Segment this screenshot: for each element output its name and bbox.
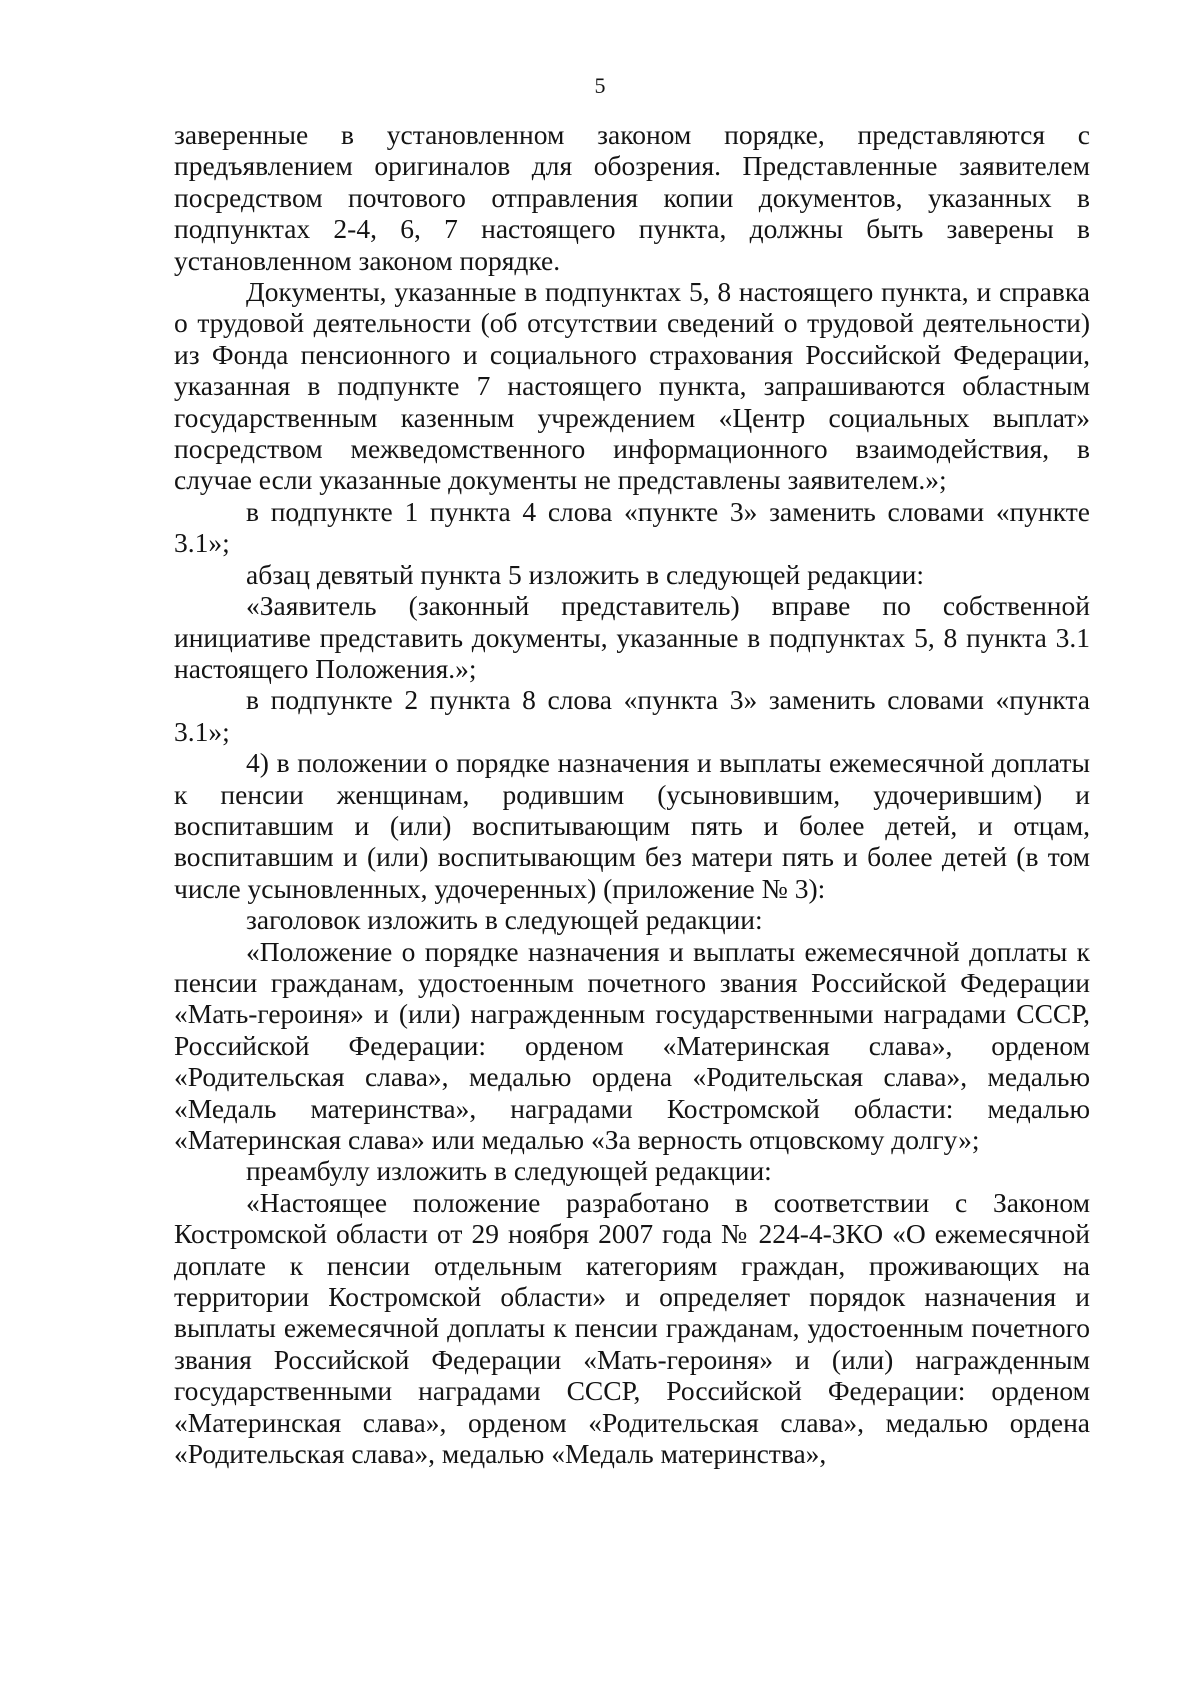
paragraph-3: в подпункте 1 пункта 4 слова «пункте 3» заменить словами «пункте 3.1»; xyxy=(174,495,1090,559)
paragraph-8: заголовок изложить в следующей редакции: xyxy=(246,904,763,936)
paragraph-1: заверенные в установленном законом порядке, представляются с предъявлением оригиналов для обозрения. Представленные заявителем посредством почтового отправления копии документов, указанных в подпунктах 2-4, 6, 7 настоящего пункта, должны быть заверены в установленном законом порядке. xyxy=(174,119,1090,276)
paragraph-9: «Положение о порядке назначения и выплаты ежемесячной доплаты к пенсии гражданам, удостоенным почетного звания Российской Федерации «Мать-героиня» и (или) награжденным государственными наградами СССР, Российской Федерации: орденом «Материнская слава», орденом «Родительская слава», медалью ордена «Родительская слава», медалью «Медаль материнства», наградами Костромской области: медалью «Материнская слава» или медалью «За верность отцовскому долгу»; xyxy=(174,935,1090,1155)
paragraph-5: «Заявитель (законный представитель) вправе по собственной инициативе представить документы, указанные в подпунктах 5, 8 пункта 3.1 настоящего Положения.»; xyxy=(174,590,1090,684)
paragraph-4: абзац девятый пункта 5 изложить в следующей редакции: xyxy=(246,558,925,590)
paragraph-2: Документы, указанные в подпунктах 5, 8 настоящего пункта, и справка о трудовой деятельности (об отсутствии сведений о трудовой деятельности) из Фонда пенсионного и социального страхования Российской Федерации, указанная в подпункте 7 настоящего пункта, запрашиваются областным государственным казенным учреждением «Центр социальных выплат» посредством межведомственного информационного взаимодействия, в случае если указанные документы не представлены заявителем.»; xyxy=(174,276,1090,496)
paragraph-10: преамбулу изложить в следующей редакции: xyxy=(246,1155,772,1187)
document-body xyxy=(174,119,1090,1469)
paragraph-6: в подпункте 2 пункта 8 слова «пункта 3» заменить словами «пункта 3.1»; xyxy=(174,684,1090,747)
paragraph-11: «Настоящее положение разработано в соответствии с Законом Костромской области от 29 ноября 2007 года № 224-4-ЗКО «О ежемесячной доплате к пенсии отдельным категориям граждан, проживающих на территории Костромской области» и определяет порядок назначения и выплаты ежемесячной доплаты к пенсии гражданам, удостоенным почетного звания Российской Федерации «Мать-героиня» и (или) награжденным государственными наградами СССР, Российской Федерации: орденом «Материнская слава», орденом «Родительская слава», медалью ордена «Родительская слава», медалью «Медаль материнства», xyxy=(174,1186,1090,1470)
page-number: 5 xyxy=(594,73,606,98)
paragraph-7: 4) в положении о порядке назначения и выплаты ежемесячной доплаты к пенсии женщинам, родившим (усыновившим, удочерившим) и воспитавшим и (или) воспитывающим пять и более детей, и отцам, воспитавшим и (или) воспитывающим без матери пять и более детей (в том числе усыновленных, удочеренных) (приложение № 3): xyxy=(174,747,1090,904)
